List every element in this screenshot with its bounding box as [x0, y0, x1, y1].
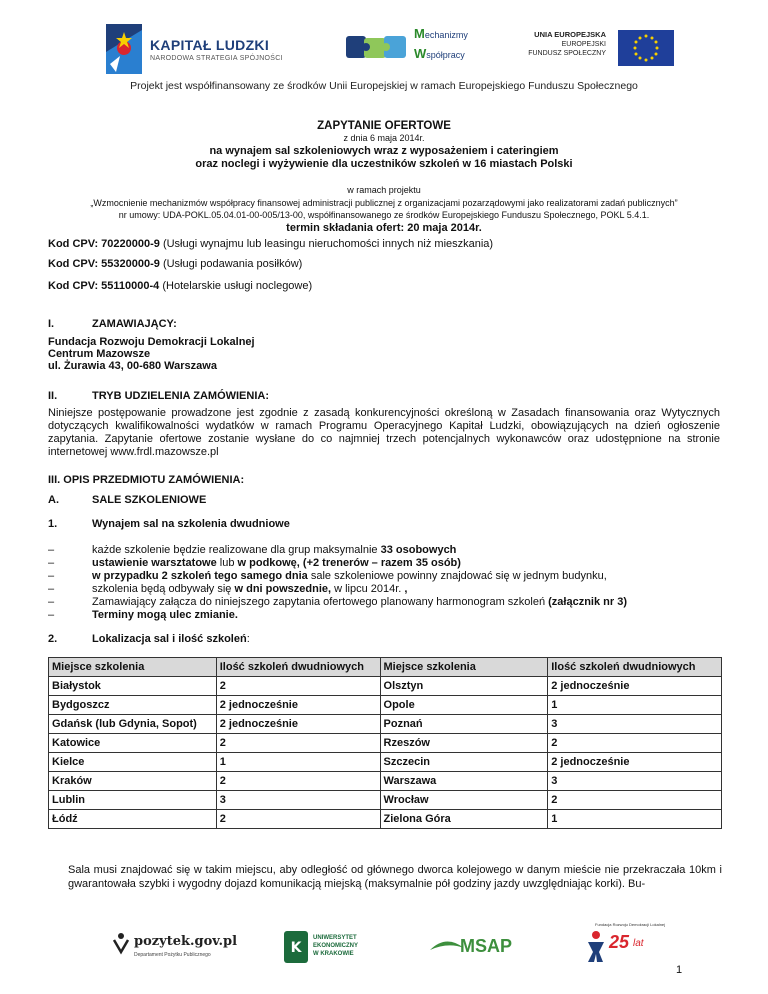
bullet-1-bold: 33 osobowych — [380, 544, 457, 556]
bullet-dash: – — [48, 544, 55, 556]
table-row — [49, 734, 722, 753]
table-row — [49, 696, 722, 715]
kapital-ludzki-emblem-icon — [104, 22, 144, 76]
kapital-ludzki-title: KAPITAŁ LUDZKI — [150, 37, 270, 53]
ue-line3: FUNDUSZ SPOŁECZNY — [528, 50, 606, 57]
bullet-1-text: każde szkolenie będzie realizowane dla grup maksymalnie — [92, 544, 381, 556]
uek-logo — [283, 930, 383, 966]
table-cell: 1 — [548, 696, 722, 715]
table-header-cell: Miejsce szkolenia — [380, 658, 548, 677]
table-cell: 2 — [548, 791, 722, 810]
bullet-dash: – — [48, 596, 55, 608]
mechanizmy-text: echanizmy — [424, 30, 468, 40]
cpv-desc: (Usługi wynajmu lub leasingu nieruchomości innych niż mieszkania) — [159, 238, 494, 250]
frdl-small-text: Fundacja Rozwoju Demokracji Lokalnej — [595, 922, 666, 927]
table-cell: 2 — [216, 772, 380, 791]
table-cell: Zielona Góra — [380, 810, 548, 829]
table-cell: 3 — [548, 772, 722, 791]
frdl-figure-icon — [585, 930, 607, 964]
table-cell: 1 — [548, 810, 722, 829]
section-2-number: II. — [48, 390, 58, 402]
eu-efs-logo — [528, 24, 674, 72]
bullet-6 — [92, 609, 238, 621]
pozytek-text: pozytek.gov.pl — [134, 934, 238, 949]
table-header-cell: Miejsce szkolenia — [49, 658, 217, 677]
item-2-title-text: Lokalizacja sal i ilość szkoleń — [92, 633, 247, 645]
document-subtitle-2: oraz noclegi i wyżywienie dla uczestników szkoleń w 16 miastach Polski — [195, 158, 573, 170]
bullet-4-text-a: szkolenia będą odbywały się — [92, 583, 235, 595]
project-name: „Wzmocnienie mechanizmów współpracy finansowej administracji publicznej z organizacjami pozarządowymi jako realizatorami zadań publicznych” — [90, 198, 678, 208]
uek-line-2: EKONOMICZNY — [313, 943, 358, 949]
table-cell: Białystok — [49, 677, 217, 696]
bullet-dash: – — [48, 583, 55, 595]
offer-deadline: termin składania ofert: 20 maja 2014r. — [286, 222, 482, 234]
bullet-dash: – — [48, 557, 55, 569]
table-cell: Bydgoszcz — [49, 696, 217, 715]
table-cell: Wrocław — [380, 791, 548, 810]
table-cell: 2 jednocześnie — [548, 677, 722, 696]
contract-number: nr umowy: UDA-POKL.05.04.01-00-005/13-00, współfinansowanego ze środków Europejskiego Funduszu Społecznego, POKL 5.4.1. — [118, 210, 650, 220]
ue-line1: UNIA EUROPEJSKA — [534, 30, 606, 39]
bullet-4 — [92, 583, 407, 595]
table-cell: Warszawa — [380, 772, 548, 791]
bullet-4-bold-b: , — [404, 583, 408, 595]
item-1-title: Wynajem sal na szkolenia dwudniowe — [92, 518, 290, 530]
subsection-a-number: A. — [48, 494, 59, 506]
bullet-dash: – — [48, 570, 55, 582]
cpv-code: Kod CPV: 55110000-4 — [48, 280, 160, 292]
procedure-paragraph: Niniejsze postępowanie prowadzone jest zgodnie z zasadą konkurencyjności określoną w Zasadach finansowania oraz Wytycznych dotyczących kwalifikowalności wydatków w ramach Programu Operacyjnego Kapitał Ludzki, obowiązujących na dzień ogłoszenie zapytania. Zapytanie ofertowe zostanie wysłane do co najmniej trzech potencjalnych wykonawców oraz udostępnione na stronie internetowej www.frdl.mazowsze.pl — [48, 407, 720, 458]
bullet-4-bold-a: w dni powszednie, — [234, 583, 332, 595]
table-header-cell: Ilość szkoleń dwudniowych — [548, 658, 722, 677]
section-2-title: TRYB UDZIELENIA ZAMÓWIENIA: — [92, 390, 270, 402]
msap-text: MSAP — [460, 936, 513, 956]
section-1-number: I. — [48, 318, 55, 330]
msap-swoosh-icon — [430, 938, 464, 958]
section-3-title: III. OPIS PRZEDMIOTU ZAMÓWIENIA: — [48, 474, 245, 486]
uek-emblem-icon — [283, 930, 309, 964]
item-2-number: 2. — [48, 633, 58, 645]
table-cell: Kielce — [49, 753, 217, 772]
mechanizmy-wspolpracy-logo: Mechanizmy Współpracy — [344, 20, 474, 68]
frdl-lat: lat — [633, 938, 644, 949]
table-cell: 1 — [216, 753, 380, 772]
eu-flag-icon — [618, 30, 674, 66]
table-cell: 2 — [216, 677, 380, 696]
table-cell: 2 — [216, 734, 380, 753]
bullet-5 — [92, 596, 627, 608]
uek-line-3: W KRAKOWIE — [313, 951, 354, 957]
table-cell: Olsztyn — [380, 677, 548, 696]
msap-logo — [430, 930, 530, 966]
table-row — [49, 677, 722, 696]
bullet-2-text: lub — [216, 557, 238, 569]
item-2-colon: : — [246, 633, 250, 645]
document-title: ZAPYTANIE OFERTOWE — [317, 120, 451, 132]
pozytek-figure-icon — [112, 932, 130, 956]
table-cell: 3 — [548, 715, 722, 734]
table-cell: Gdańsk (lub Gdynia, Sopot) — [49, 715, 217, 734]
section-1-title: ZAMAWIAJĄCY: — [92, 318, 177, 330]
table-row — [49, 810, 722, 829]
table-cell: Rzeszów — [380, 734, 548, 753]
table-cell: Katowice — [49, 734, 217, 753]
bullet-2-bold-a: ustawienie warsztatowe — [92, 557, 217, 569]
subsection-a-title: SALE SZKOLENIOWE — [92, 494, 207, 506]
kapital-ludzki-subtitle: NARODOWA STRATEGIA SPÓJNOŚCI — [150, 55, 283, 62]
ue-line2: EUROPEJSKI — [561, 41, 606, 48]
table-cell: 2 — [548, 734, 722, 753]
bullet-4-text-b: w lipcu 2014r. — [331, 583, 405, 595]
pozytek-subtext: Departament Pożytku Publicznego — [134, 952, 211, 958]
project-intro: w ramach projektu — [347, 185, 421, 195]
puzzle-pieces-icon — [344, 26, 412, 66]
frdl-number: 25 — [609, 932, 630, 952]
kapital-ludzki-logo — [104, 22, 294, 78]
bullet-2-bold-b: w podkowę, (+2 trenerów – razem 35 osób) — [237, 557, 461, 569]
cpv-line-1 — [48, 238, 493, 250]
cpv-desc: (Usługi podawania posiłków) — [159, 258, 303, 270]
table-row — [49, 791, 722, 810]
svg-text:K: K — [290, 940, 302, 956]
wspolpracy-text: spółpracy — [426, 50, 465, 60]
bullet-3 — [92, 570, 607, 582]
cpv-code: Kod CPV: 70220000-9 — [48, 238, 160, 250]
cpv-code: Kod CPV: 55320000-9 — [48, 258, 160, 270]
orderer-name: Fundacja Rozwoju Demokracji Lokalnej — [48, 336, 255, 348]
bullet-2 — [92, 557, 461, 569]
page-number: 1 — [676, 964, 683, 976]
table-cell: Lublin — [49, 791, 217, 810]
locations-table — [48, 657, 722, 829]
item-2-title — [92, 633, 250, 645]
table-header-row — [49, 658, 722, 677]
table-cell: 2 jednocześnie — [216, 715, 380, 734]
table-row — [49, 772, 722, 791]
table-cell: Szczecin — [380, 753, 548, 772]
project-cofinancing-line: Projekt jest współfinansowany ze środków Unii Europejskiej w ramach Europejskiego Funduszu Społecznego — [130, 80, 638, 92]
uek-line-1: UNIWERSYTET — [313, 935, 357, 941]
table-cell: Poznań — [380, 715, 548, 734]
venue-requirements-paragraph: Sala musi znajdować się w takim miejscu, aby odległość od głównego dworca kolejowego w danym mieście nie przekraczała 10km i gwarantowała szybki i wygodny dojazd komunikacją miejską (maksymalnie pół godziny jazdy uwzględniając korki). Bu- — [68, 864, 722, 890]
bullet-dash: – — [48, 609, 55, 621]
cpv-line-3 — [48, 280, 312, 292]
bullet-5-bold: (załącznik nr 3) — [548, 596, 627, 608]
orderer-address: ul. Żurawia 43, 00-680 Warszawa — [48, 360, 217, 372]
bullet-1 — [92, 544, 456, 556]
frdl-25-logo — [585, 922, 666, 966]
table-row — [49, 715, 722, 734]
cpv-line-2 — [48, 258, 302, 270]
table-cell: Łódź — [49, 810, 217, 829]
bullet-3-bold: w przypadku 2 szkoleń tego samego dnia — [92, 570, 308, 582]
pozytek-logo — [112, 930, 238, 966]
table-cell: 2 — [216, 810, 380, 829]
table-header-cell: Ilość szkoleń dwudniowych — [216, 658, 380, 677]
document-subtitle-1: na wynajem sal szkoleniowych wraz z wyposażeniem i cateringiem — [209, 145, 559, 157]
table-cell: 2 jednocześnie — [216, 696, 380, 715]
table-row — [49, 753, 722, 772]
document-date: z dnia 6 maja 2014r. — [343, 133, 425, 143]
bullet-6-bold: Terminy mogą ulec zmianie. — [92, 609, 238, 621]
table-cell: 2 jednocześnie — [548, 753, 722, 772]
bullet-3-text: sale szkoleniowe powinny znajdować się w jednym budynku, — [307, 570, 607, 582]
orderer-centre: Centrum Mazowsze — [48, 348, 151, 360]
table-cell: 3 — [216, 791, 380, 810]
table-cell: Kraków — [49, 772, 217, 791]
cpv-desc: (Hotelarskie usługi noclegowe) — [159, 280, 313, 292]
bullet-5-text: Zamawiający załącza do niniejszego zapytania ofertowego planowany harmonogram szkoleń — [92, 596, 549, 608]
table-cell: Opole — [380, 696, 548, 715]
item-1-number: 1. — [48, 518, 58, 530]
